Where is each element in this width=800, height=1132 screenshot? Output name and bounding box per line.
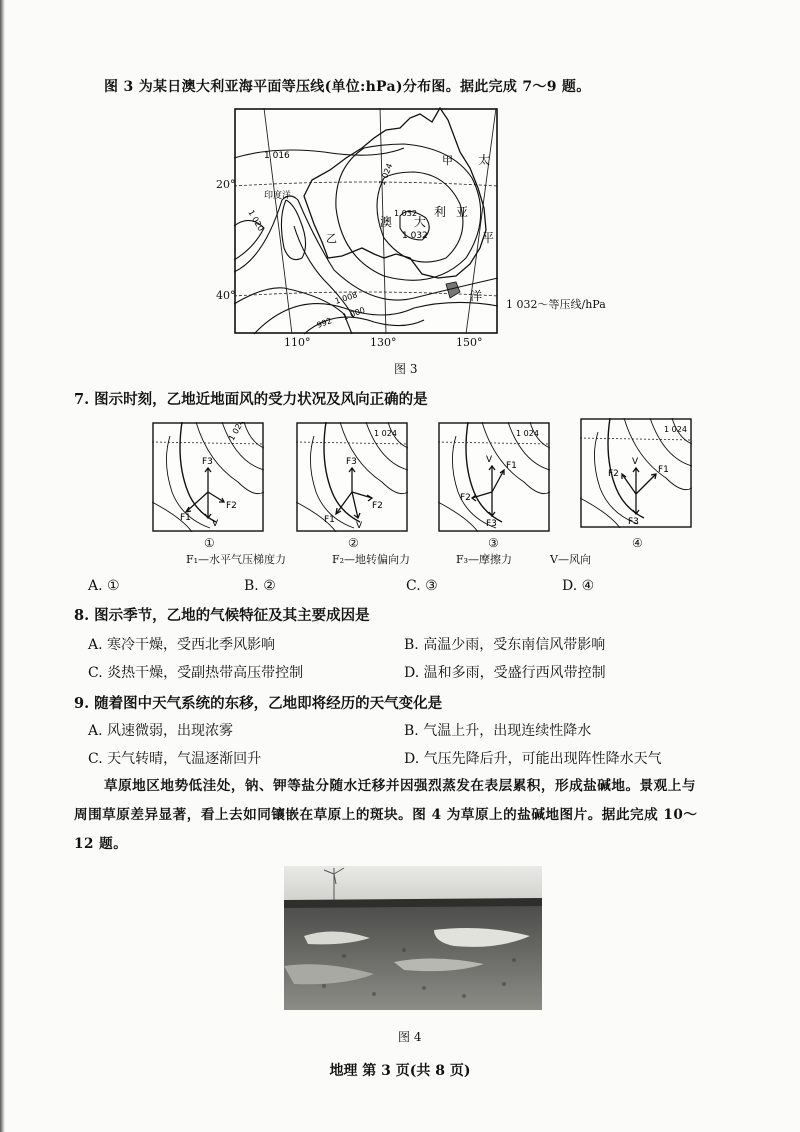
isobar-label-992: 992 [315, 316, 334, 330]
label-indian-ocean: 印度洋 [264, 191, 292, 201]
q7-option-a[interactable]: A. ① [88, 578, 120, 594]
diagram-num-2: ② [348, 536, 359, 550]
diagram-1-v: V [212, 519, 219, 529]
q8-option-c[interactable]: C. 炎热干燥，受副热带高压带控制 [88, 665, 304, 681]
q7-diagram-2 [296, 422, 408, 536]
label-ya: 亚 [456, 205, 469, 219]
passage [74, 772, 764, 859]
figure-3-caption: 图 3 [394, 362, 418, 376]
diagram-1-f2: F2 [226, 501, 237, 511]
page-footer: 地理 第 3 页(共 8 页) [329, 1063, 471, 1079]
map-lon-110: 110° [284, 336, 311, 349]
label-ao: 澳 [380, 215, 393, 229]
q7-stem: 7. 图示时刻，乙地近地面风的受力状况及风向正确的是 [74, 391, 428, 408]
q7-option-d[interactable]: D. ④ [562, 578, 595, 594]
q7-option-b[interactable]: B. ② [244, 578, 276, 594]
label-li: 利 [434, 205, 447, 219]
q9-option-d[interactable]: D. 气压先降后升，可能出现阵性降水天气 [404, 751, 662, 767]
figure-4-caption: 图 4 [398, 1030, 422, 1044]
isobar-map [234, 108, 498, 334]
diagram-1-f3: F3 [202, 457, 213, 467]
q8-stem: 8. 图示季节，乙地的气候特征及其主要成因是 [74, 607, 370, 624]
diagram-4-f1: F1 [658, 465, 669, 475]
map-lat-40: 40° [216, 289, 236, 302]
q8-option-a[interactable]: A. 寒冷干燥，受西北季风影响 [88, 637, 276, 653]
label-tai: 太 [478, 153, 491, 167]
q9-option-a[interactable]: A. 风速微弱，出现浓雾 [88, 723, 234, 739]
diagram-num-3: ③ [488, 536, 499, 550]
diagram-4-isobar: 1 024 [664, 425, 687, 434]
diagram-1-isobar: 1 024 [226, 422, 247, 443]
diagram-2-f1: F1 [324, 515, 335, 525]
q7-diagram-4 [580, 418, 692, 532]
saline-land-photo [284, 866, 542, 1010]
q9-option-b[interactable]: B. 气温上升，出现连续性降水 [404, 723, 592, 739]
diagram-num-1: ① [204, 536, 215, 550]
diagram-3-isobar: 1 024 [516, 429, 539, 438]
diagram-3-f3: F3 [486, 519, 497, 529]
isobar-label-1020: 1 020 [246, 208, 266, 233]
label-ping: 平 [482, 231, 495, 245]
q9-stem: 9. 随着图中天气系统的东移，乙地即将经历的天气变化是 [74, 695, 443, 712]
passage-line-2: 周围草原差异显著，看上去如同镶嵌在草原上的斑块。图 4 为草原上的盐碱地图片。据此完成 10～ [74, 807, 698, 823]
map-lon-130: 130° [370, 336, 397, 349]
isobar-label-1000: 1 000 [341, 305, 367, 322]
diagram-1-f1: F1 [180, 513, 191, 523]
map-legend: 1 032～等压线/hPa [506, 298, 606, 311]
isobar-label-1016-top: 1 016 [264, 151, 290, 161]
legend-f3: F₃—摩擦力 [456, 553, 513, 566]
map-lon-150: 150° [456, 336, 483, 349]
diagram-3-f1: F1 [506, 461, 517, 471]
q7-diagram-3 [438, 422, 550, 536]
q7-option-c[interactable]: C. ③ [406, 578, 438, 594]
passage-line-3: 12 题。 [74, 836, 128, 852]
label-da: 大 [414, 215, 427, 229]
isobar-label-1008: 1 008 [333, 290, 359, 306]
diagram-num-4: ④ [632, 536, 643, 550]
diagram-4-v: V [632, 457, 639, 467]
diagram-3-v: V [486, 455, 493, 465]
page-edge-shadow [0, 0, 5, 1132]
q9-option-c[interactable]: C. 天气转晴，气温逐渐回升 [88, 751, 262, 767]
isobar-label-1032-b: 1 032 [402, 231, 428, 241]
legend-v: V—风向 [550, 553, 591, 566]
diagram-2-f3: F3 [346, 457, 357, 467]
label-yi: 乙 [326, 232, 337, 245]
passage-line-1: 草原地区地势低洼处，钠、钾等盐分随水迁移并因强烈蒸发在表层累积，形成盐碱地。景观上与 [104, 778, 696, 794]
legend-f1: F₁—水平气压梯度力 [186, 553, 287, 566]
diagram-4-f3: F3 [628, 517, 639, 527]
q8-option-d[interactable]: D. 温和多雨，受盛行西风带控制 [404, 665, 606, 681]
diagram-2-f2: F2 [372, 501, 383, 511]
isobar-label-1032-a: 1 032 [394, 209, 417, 218]
legend-f2: F₂—地转偏向力 [332, 553, 411, 566]
q7-diagram-1 [152, 422, 264, 536]
map-lat-20: 20° [216, 178, 236, 191]
label-yang: 洋 [470, 289, 483, 303]
isobar-label-1024: 1 024 [377, 162, 395, 187]
diagram-4-f2: F2 [608, 469, 619, 479]
label-jia: 甲 [442, 154, 453, 167]
map-svg [234, 108, 498, 334]
diagram-3-f2: F2 [460, 493, 471, 503]
intro-text: 图 3 为某日澳大利亚海平面等压线(单位:hPa)分布图。据此完成 7～9 题。 [104, 79, 591, 95]
diagram-2-isobar: 1 024 [374, 429, 397, 438]
diagram-2-v: V [356, 521, 363, 531]
q8-option-b[interactable]: B. 高温少雨，受东南信风带影响 [404, 637, 606, 653]
